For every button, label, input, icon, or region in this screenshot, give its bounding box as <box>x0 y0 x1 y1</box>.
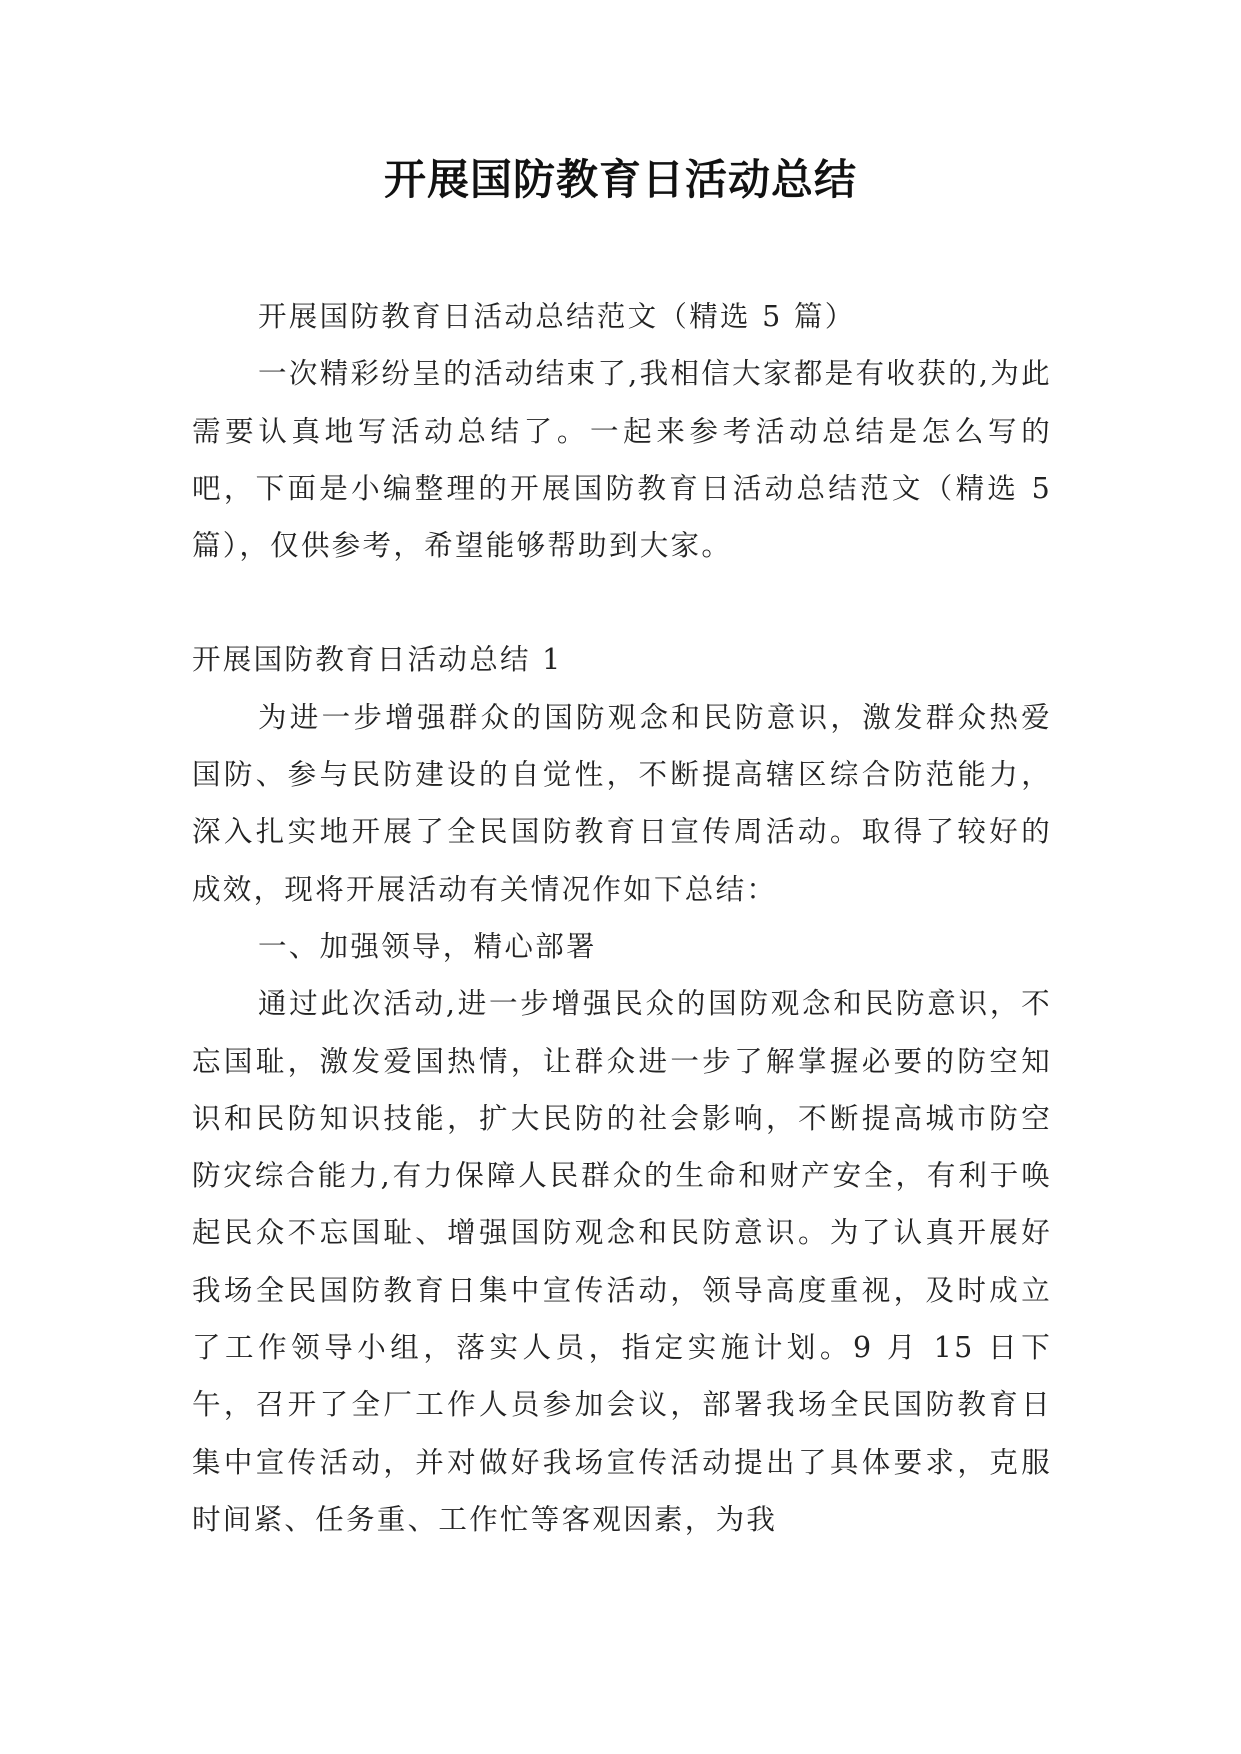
body-paragraph: 为进一步增强群众的国防观念和民防意识，激发群众热爱国防、参与民防建设的自觉性，不断提高辖区综合防范能力，深入扎实地开展了全民国防教育日宣传周活动。取得了较好的成效，现将开展活动有关情况作如下总结： <box>192 700 1052 906</box>
paragraph-gap <box>192 574 1052 631</box>
subsection-heading: 一、加强领导，精心部署 <box>258 929 597 963</box>
section-heading: 开展国防教育日活动总结 1 <box>192 643 563 677</box>
body-paragraph: 通过此次活动,进一步增强民众的国防观念和民防意识，不忘国耻，激发爱国热情，让群众进一步了解掌握必要的防空知识和民防知识技能，扩大民防的社会影响，不断提高城市防空防灾综合能力,有力保障人民群众的生命和财产安全，有利于唤起民众不忘国耻、增强国防观念和民防意识。为了认真开展好我场全民国防教育日集中宣传活动，领导高度重视，及时成立了工作领导小组，落实人员，指定实施计划。9 月 15 日下午，召开了全厂工作人员参加会议，部署我场全民国防教育日集中宣传活动，并对做好我场宣传活动提出了具体要求，克服时间紧、任务重、工作忙等客观因素，为我 <box>192 987 1052 1536</box>
document-body <box>192 288 1052 1548</box>
document-title: 开展国防教育日活动总结 <box>383 155 857 204</box>
intro-paragraph: 一次精彩纷呈的活动结束了,我相信大家都是有收获的,为此需要认真地写活动总结了。一起来参考活动总结是怎么写的吧，下面是小编整理的开展国防教育日活动总结范文（精选 5 篇），仅供参考，希望能够帮助到大家。 <box>192 357 1052 563</box>
subtitle-paragraph: 开展国防教育日活动总结范文（精选 5 篇） <box>258 300 856 333</box>
